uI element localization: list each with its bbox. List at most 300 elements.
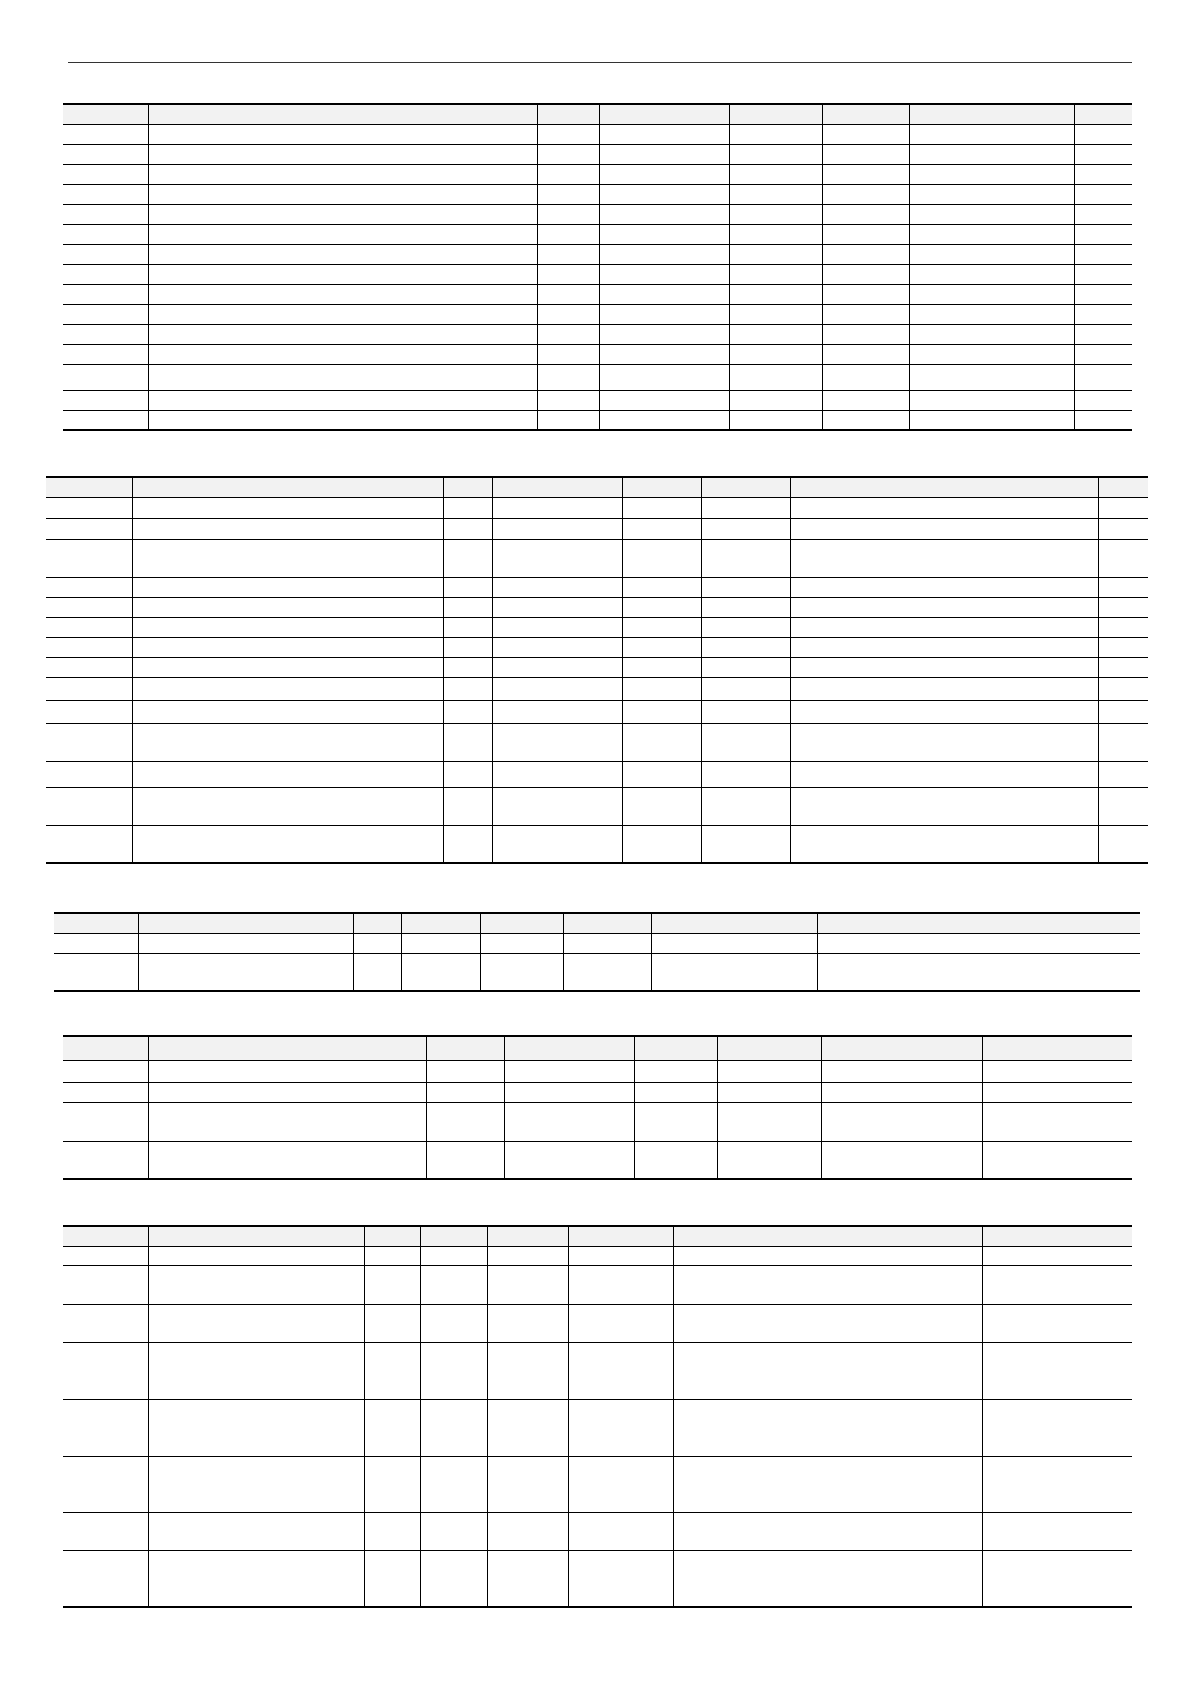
table-cell	[1074, 410, 1132, 430]
table-cell	[982, 1399, 1132, 1456]
table-row	[63, 324, 1132, 344]
table-row	[63, 244, 1132, 264]
table-cell	[63, 1342, 148, 1399]
table-cell	[443, 597, 492, 617]
table-cell	[63, 1512, 148, 1550]
table-cell	[909, 364, 1074, 390]
table-cell	[821, 1060, 982, 1082]
table-cell	[148, 264, 537, 284]
table-cell	[426, 1141, 504, 1179]
table-cell	[401, 953, 480, 991]
table-cell	[982, 1082, 1132, 1102]
table-cell	[537, 164, 599, 184]
table-cell	[420, 1265, 487, 1304]
table-cell	[790, 677, 1098, 700]
table-cell	[717, 1082, 821, 1102]
table-cell	[717, 1141, 821, 1179]
table-cell	[1074, 184, 1132, 204]
table-cell	[1074, 164, 1132, 184]
table-cell	[622, 617, 701, 637]
table-cell	[729, 344, 822, 364]
header-cell	[426, 1036, 504, 1060]
table-cell	[909, 390, 1074, 410]
table-cell	[132, 657, 443, 677]
table-cell	[63, 304, 148, 324]
table-cell	[54, 933, 138, 953]
table-cell	[426, 1060, 504, 1082]
table-cell	[537, 324, 599, 344]
table-cell	[790, 723, 1098, 761]
table-cell	[622, 577, 701, 597]
table-cell	[1098, 700, 1148, 723]
table-cell	[563, 953, 651, 991]
table-cell	[46, 617, 132, 637]
table-cell	[132, 787, 443, 825]
table-cell	[822, 224, 909, 244]
table-cell	[443, 518, 492, 539]
table-cell	[701, 497, 790, 518]
table-cell	[729, 144, 822, 164]
table-cell	[599, 244, 729, 264]
table-cell	[420, 1456, 487, 1512]
table-cell	[443, 700, 492, 723]
table-cell	[487, 1399, 568, 1456]
table-cell	[46, 577, 132, 597]
table-cell	[1074, 244, 1132, 264]
table-cell	[701, 787, 790, 825]
table-cell	[790, 637, 1098, 657]
table-cell	[673, 1342, 982, 1399]
table-cell	[1098, 497, 1148, 518]
table-row	[63, 1082, 1132, 1102]
table-cell	[982, 1304, 1132, 1342]
table-cell	[443, 787, 492, 825]
table-cell	[822, 164, 909, 184]
table-cell	[717, 1060, 821, 1082]
header-cell	[599, 104, 729, 124]
table-cell	[492, 637, 622, 657]
table-cell	[148, 364, 537, 390]
table-cell	[568, 1550, 673, 1607]
table-header-row	[63, 1036, 1132, 1060]
table-cell	[599, 344, 729, 364]
table-cell	[673, 1246, 982, 1265]
table-cell	[492, 577, 622, 597]
table-cell	[148, 1246, 364, 1265]
table-cell	[1098, 539, 1148, 577]
table-cell	[537, 224, 599, 244]
table-cell	[148, 204, 537, 224]
table-cell	[634, 1102, 717, 1141]
table-header-row	[63, 1226, 1132, 1246]
table-cell	[909, 264, 1074, 284]
header-cell	[364, 1226, 420, 1246]
table-cell	[790, 787, 1098, 825]
table-cell	[651, 953, 817, 991]
table-cell	[599, 390, 729, 410]
table-cell	[599, 224, 729, 244]
table-row	[46, 518, 1148, 539]
table-cell	[1074, 124, 1132, 144]
table-row	[46, 723, 1148, 761]
table-cell	[1074, 324, 1132, 344]
table-cell	[909, 224, 1074, 244]
table-cell	[63, 390, 148, 410]
table-cell	[790, 597, 1098, 617]
table-cell	[599, 284, 729, 304]
table-cell	[909, 344, 1074, 364]
table-cell	[63, 1102, 148, 1141]
table-cell	[821, 1082, 982, 1102]
table-row	[63, 204, 1132, 224]
table-cell	[46, 597, 132, 617]
table-cell	[138, 933, 353, 953]
table-cell	[1098, 677, 1148, 700]
table-cell	[148, 164, 537, 184]
table-cell	[148, 144, 537, 164]
table-cell	[148, 1550, 364, 1607]
table-cell	[138, 953, 353, 991]
table-cell	[480, 953, 563, 991]
header-cell	[790, 477, 1098, 497]
table-cell	[622, 597, 701, 617]
table-cell	[622, 761, 701, 787]
table-cell	[982, 1102, 1132, 1141]
table-cell	[729, 164, 822, 184]
table-cell	[443, 617, 492, 637]
table-cell	[63, 324, 148, 344]
table-cell	[492, 825, 622, 863]
header-cell	[63, 1036, 148, 1060]
table-cell	[701, 637, 790, 657]
table-cell	[148, 184, 537, 204]
table-cell	[822, 344, 909, 364]
table-row	[63, 1456, 1132, 1512]
table-cell	[790, 518, 1098, 539]
table-cell	[982, 1265, 1132, 1304]
table-cell	[63, 1304, 148, 1342]
header-cell	[420, 1226, 487, 1246]
table-cell	[817, 933, 1140, 953]
table-cell	[492, 597, 622, 617]
header-cell	[982, 1226, 1132, 1246]
table-cell	[909, 204, 1074, 224]
table-cell	[599, 184, 729, 204]
table-cell	[46, 700, 132, 723]
table-cell	[622, 723, 701, 761]
table-cell	[822, 144, 909, 164]
table-cell	[487, 1265, 568, 1304]
table-row	[63, 1512, 1132, 1550]
table-cell	[729, 364, 822, 390]
table-cell	[634, 1060, 717, 1082]
table-cell	[1074, 344, 1132, 364]
table-cell	[443, 723, 492, 761]
table-cell	[492, 723, 622, 761]
table-cell	[729, 390, 822, 410]
table-cell	[982, 1512, 1132, 1550]
header-cell	[1074, 104, 1132, 124]
table-cell	[790, 825, 1098, 863]
table-cell	[364, 1342, 420, 1399]
table-cell	[821, 1141, 982, 1179]
table-cell	[63, 244, 148, 264]
table-cell	[821, 1102, 982, 1141]
table-cell	[673, 1304, 982, 1342]
table-cell	[63, 144, 148, 164]
table-cell	[148, 344, 537, 364]
table-cell	[1098, 577, 1148, 597]
table-cell	[480, 933, 563, 953]
table-cell	[492, 677, 622, 700]
table-cell	[132, 597, 443, 617]
table-cell	[1074, 144, 1132, 164]
header-cell	[148, 1036, 426, 1060]
table-cell	[909, 410, 1074, 430]
table-cell	[822, 284, 909, 304]
table-cell	[353, 933, 401, 953]
table-cell	[909, 144, 1074, 164]
table-row	[63, 1342, 1132, 1399]
header-cell	[46, 477, 132, 497]
table-cell	[1098, 787, 1148, 825]
table-cell	[729, 264, 822, 284]
table-row	[63, 184, 1132, 204]
table-cell	[729, 204, 822, 224]
table-cell	[420, 1246, 487, 1265]
table-cell	[568, 1304, 673, 1342]
table-cell	[426, 1102, 504, 1141]
table-cell	[537, 244, 599, 264]
table-cell	[364, 1246, 420, 1265]
table-cell	[701, 761, 790, 787]
table-cell	[701, 657, 790, 677]
table-cell	[492, 518, 622, 539]
table-row	[63, 164, 1132, 184]
table-cell	[148, 244, 537, 264]
table-cell	[63, 1399, 148, 1456]
table-cell	[132, 637, 443, 657]
table-cell	[492, 761, 622, 787]
table-cell	[701, 825, 790, 863]
table-cell	[46, 677, 132, 700]
table-cell	[492, 787, 622, 825]
header-cell	[487, 1226, 568, 1246]
table-row	[63, 390, 1132, 410]
table-row	[46, 825, 1148, 863]
table-cell	[729, 304, 822, 324]
table-row	[46, 497, 1148, 518]
table-cell	[46, 787, 132, 825]
table-cell	[982, 1141, 1132, 1179]
table-cell	[822, 304, 909, 324]
table-cell	[148, 1304, 364, 1342]
header-cell	[537, 104, 599, 124]
table-cell	[651, 933, 817, 953]
table-cell	[909, 184, 1074, 204]
table-cell	[729, 284, 822, 304]
table-cell	[673, 1265, 982, 1304]
table-cell	[790, 657, 1098, 677]
table-row	[46, 677, 1148, 700]
table-cell	[148, 1456, 364, 1512]
table-row	[63, 1304, 1132, 1342]
table-cell	[822, 324, 909, 344]
table-cell	[729, 184, 822, 204]
table-cell	[132, 518, 443, 539]
table-cell	[492, 617, 622, 637]
table-cell	[63, 344, 148, 364]
table-cell	[729, 244, 822, 264]
table-cell	[599, 364, 729, 390]
table-row	[46, 700, 1148, 723]
table-cell	[790, 761, 1098, 787]
table-cell	[63, 1246, 148, 1265]
table-cell	[492, 657, 622, 677]
table-cell	[909, 244, 1074, 264]
table-cell	[487, 1456, 568, 1512]
table-cell	[790, 497, 1098, 518]
table-row	[63, 344, 1132, 364]
table-cell	[148, 324, 537, 344]
table-cell	[537, 284, 599, 304]
table-cell	[420, 1304, 487, 1342]
header-cell	[401, 913, 480, 933]
table-cell	[63, 1550, 148, 1607]
table-cell	[504, 1102, 634, 1141]
table-cell	[622, 518, 701, 539]
table-cell	[148, 410, 537, 430]
table-cell	[46, 539, 132, 577]
header-rule	[68, 62, 1132, 63]
table-cell	[148, 1265, 364, 1304]
header-cell	[148, 1226, 364, 1246]
table-cell	[537, 390, 599, 410]
table-cell	[63, 204, 148, 224]
table-cell	[132, 700, 443, 723]
header-cell	[822, 104, 909, 124]
header-cell	[63, 1226, 148, 1246]
table-cell	[46, 637, 132, 657]
table-cell	[504, 1141, 634, 1179]
header-cell	[982, 1036, 1132, 1060]
table-cell	[790, 539, 1098, 577]
table-cell	[148, 124, 537, 144]
table-cell	[790, 617, 1098, 637]
header-cell	[63, 104, 148, 124]
table-cell	[1098, 518, 1148, 539]
table-cell	[909, 164, 1074, 184]
header-cell	[651, 913, 817, 933]
table-row	[63, 1102, 1132, 1141]
table-cell	[1074, 264, 1132, 284]
table-cell	[1074, 390, 1132, 410]
table-row	[63, 1141, 1132, 1179]
table-cell	[364, 1550, 420, 1607]
table-row	[63, 410, 1132, 430]
table-cell	[909, 304, 1074, 324]
table-row	[46, 787, 1148, 825]
table-cell	[148, 1342, 364, 1399]
table-cell	[622, 677, 701, 700]
table-cell	[63, 264, 148, 284]
header-cell	[622, 477, 701, 497]
table-cell	[353, 953, 401, 991]
table-cell	[1098, 761, 1148, 787]
table-cell	[364, 1512, 420, 1550]
table-cell	[568, 1456, 673, 1512]
table-cell	[673, 1399, 982, 1456]
table-row	[63, 1246, 1132, 1265]
table-cell	[1074, 284, 1132, 304]
table-cell	[46, 723, 132, 761]
table-cell	[634, 1082, 717, 1102]
table-cell	[443, 577, 492, 597]
table-row	[46, 617, 1148, 637]
table-cell	[909, 284, 1074, 304]
table-cell	[634, 1141, 717, 1179]
table-cell	[599, 124, 729, 144]
table-cell	[822, 264, 909, 284]
table-cell	[1074, 224, 1132, 244]
table-cell	[622, 637, 701, 657]
table-5	[63, 1225, 1132, 1608]
table-cell	[822, 364, 909, 390]
table-cell	[563, 933, 651, 953]
table-cell	[487, 1304, 568, 1342]
table-cell	[63, 1082, 148, 1102]
table-cell	[492, 497, 622, 518]
header-cell	[563, 913, 651, 933]
header-cell	[504, 1036, 634, 1060]
table-row	[46, 637, 1148, 657]
table-cell	[148, 284, 537, 304]
table-cell	[63, 1265, 148, 1304]
table-cell	[1074, 304, 1132, 324]
table-cell	[63, 164, 148, 184]
table-cell	[1098, 825, 1148, 863]
table-cell	[132, 497, 443, 518]
table-cell	[537, 124, 599, 144]
table-cell	[420, 1399, 487, 1456]
table-cell	[148, 1060, 426, 1082]
table-row	[46, 597, 1148, 617]
table-cell	[599, 410, 729, 430]
table-cell	[982, 1342, 1132, 1399]
table-cell	[63, 284, 148, 304]
table-cell	[132, 677, 443, 700]
table-row	[46, 657, 1148, 677]
table-cell	[701, 723, 790, 761]
table-cell	[443, 497, 492, 518]
table-cell	[622, 825, 701, 863]
table-header-row	[54, 913, 1140, 933]
table-cell	[822, 410, 909, 430]
table-cell	[701, 677, 790, 700]
header-cell	[353, 913, 401, 933]
table-cell	[822, 390, 909, 410]
table-cell	[537, 264, 599, 284]
table-cell	[63, 364, 148, 390]
table-row	[63, 304, 1132, 324]
table-cell	[599, 264, 729, 284]
table-cell	[504, 1082, 634, 1102]
table-row	[46, 761, 1148, 787]
table-cell	[717, 1102, 821, 1141]
table-row	[63, 224, 1132, 244]
table-cell	[537, 144, 599, 164]
table-cell	[729, 224, 822, 244]
